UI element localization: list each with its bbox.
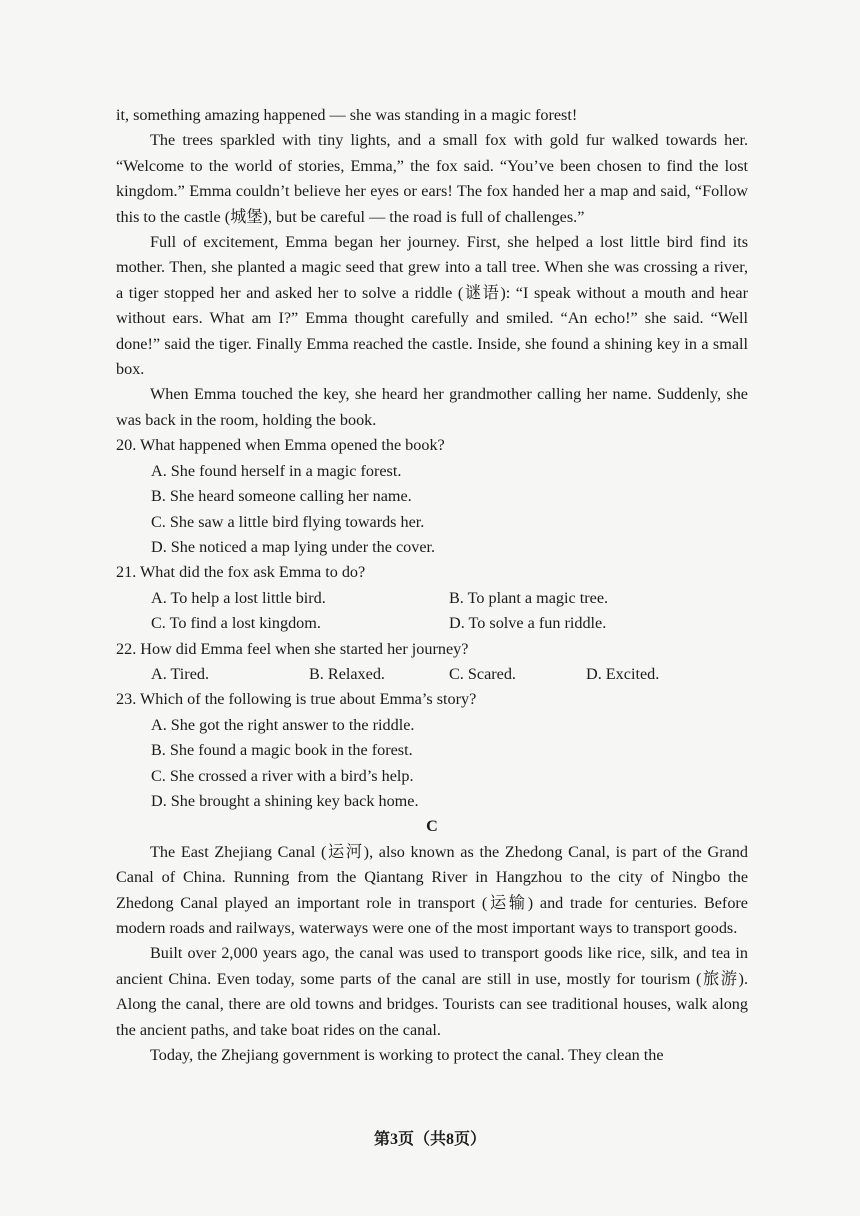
passage-b-paragraph: The trees sparkled with tiny lights, and a small fox with gold fur walked towards her. “Welcome to the world of stories, Emma,” the fox said. “You’ve been chosen to find the lost kingdom.” Emma couldn’t believe her eyes or ears! The fox handed her a map and said, “Follow this to the castle (城堡), but be careful — the road is full of challenges.”	[116, 131, 748, 226]
option-d: D. She brought a shining key back home.	[151, 791, 419, 810]
page-number-footer: 第3页（共8页）	[373, 1131, 486, 1148]
question-options	[116, 662, 748, 687]
option-d: D. To solve a fun riddle.	[449, 614, 607, 633]
question-stem: 20. What happened when Emma opened the book?	[116, 436, 445, 455]
option-b: B. She heard someone calling her name.	[151, 487, 412, 506]
question-stem: 22. How did Emma feel when she started her journey?	[116, 639, 469, 658]
passage-b-continuation: it, something amazing happened — she was standing in a magic forest!	[116, 106, 578, 124]
option-c: C. She crossed a river with a bird’s help.	[151, 766, 414, 785]
section-c-paragraph: The East Zhejiang Canal (运河), also known as the Zhedong Canal, is part of the Grand Canal of China. Running from the Qiantang River in Hangzhou to the city of Ningbo the Zhedong Canal played an important role in transport (运输) and trade for centuries. Before modern roads and railways, waterways were one of the most important ways to transport goods.	[116, 842, 748, 937]
question-23	[116, 687, 748, 814]
option-b: B. Relaxed.	[309, 664, 385, 683]
question-stem: 23. Which of the following is true about Emma’s story?	[116, 690, 477, 709]
section-c-paragraph: Today, the Zhejiang government is working to protect the canal. They clean the	[150, 1046, 664, 1065]
question-21	[116, 560, 748, 636]
question-22	[116, 637, 748, 688]
option-a: A. To help a lost little bird.	[151, 588, 326, 607]
option-c: C. Scared.	[449, 664, 516, 683]
option-b: B. She found a magic book in the forest.	[151, 741, 413, 760]
option-a: A. She got the right answer to the riddle.	[151, 715, 415, 734]
question-options	[116, 586, 748, 637]
question-stem: 21. What did the fox ask Emma to do?	[116, 563, 366, 582]
option-d: D. Excited.	[586, 664, 660, 683]
section-c-paragraph: Built over 2,000 years ago, the canal was used to transport goods like rice, silk, and tea in ancient China. Even today, some parts of the canal are still in use, mostly for tourism (旅游). Along the canal, there are old towns and bridges. Tourists can see traditional houses, walk along the ancient paths, and take boat rides on the canal.	[116, 944, 748, 1039]
option-a: A. Tired.	[151, 664, 210, 683]
option-c: C. She saw a little bird flying towards her.	[151, 512, 425, 531]
option-a: A. She found herself in a magic forest.	[151, 461, 402, 480]
question-options	[116, 713, 748, 815]
option-d: D. She noticed a map lying under the cover.	[151, 537, 436, 556]
passage-b-paragraph: Full of excitement, Emma began her journey. First, she helped a lost little bird find its mother. Then, she planted a magic seed that grew into a tall tree. When she was crossing a river, a tiger stopped her and asked her to solve a riddle (谜语): “I speak without a mouth and hear without ears. What am I?” Emma thought carefully and smiled. “An echo!” she said. “Well done!” said the tiger. Finally Emma reached the castle. Inside, she found a shining key in a small box.	[116, 233, 748, 379]
question-options	[116, 459, 748, 561]
option-b: B. To plant a magic tree.	[449, 588, 609, 607]
page-content	[116, 103, 748, 1068]
passage-b-paragraph: When Emma touched the key, she heard her grandmother calling her name. Suddenly, she was back in the room, holding the book.	[116, 385, 748, 429]
question-20	[116, 433, 748, 560]
option-c: C. To find a lost kingdom.	[151, 614, 321, 633]
section-c-heading: C	[426, 817, 438, 836]
